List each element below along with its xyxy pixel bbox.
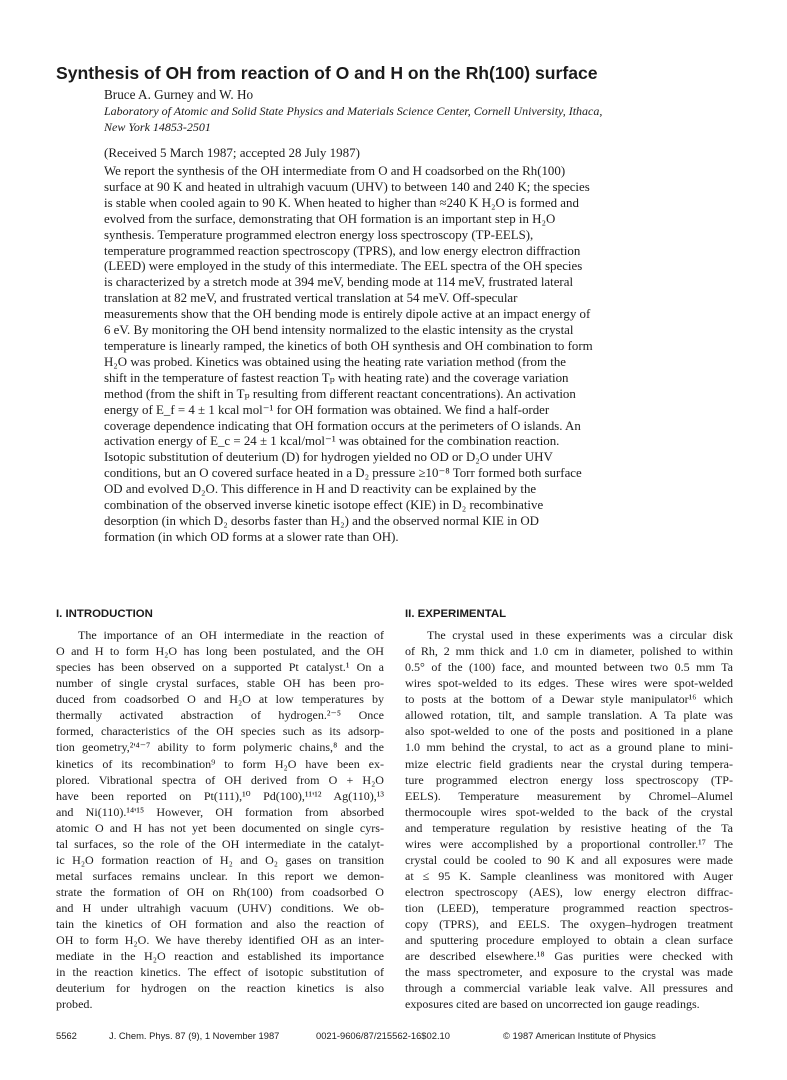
text-line: probed. [56, 997, 93, 1012]
affiliation-line: Laboratory of Atomic and Solid State Physics and Materials Science Center, Cornell University, Ithaca, [104, 104, 603, 118]
text-line: coverage dependence indicating that OH formation occurs at the perimeters of O islands. An [104, 418, 581, 433]
text-line: species has been observed on a supported Pt catalyst.¹ On a [56, 660, 384, 675]
journal-citation: J. Chem. Phys. 87 (9), 1 November 1987 [109, 1030, 280, 1041]
text-line: and Ni(110).¹⁴'¹⁵ However, OH formation from absorbed [56, 804, 384, 819]
text-line: deuterium for hydrogen on the reaction kinetics is also [56, 981, 384, 996]
text-line: OH to form H₂O. We have thereby identified OH as an inter- [56, 933, 384, 948]
text-line: thermocouple wires spot-welded to the back of the crystal [405, 804, 733, 819]
text-line: thermally activated abstraction of hydrogen.²⁻⁵ Once [56, 708, 384, 723]
text-line: have been reported on Pt(111),¹⁰ Pd(100),¹¹'¹² Ag(110),¹³ [56, 788, 384, 803]
experimental-body [405, 627, 733, 1013]
article-code: 0021-9606/87/215562-16$02.10 [316, 1030, 450, 1041]
text-line: translation at 82 meV, and frustrated vertical translation at 54 meV. Off-specular [104, 291, 518, 306]
text-line: tion geometry,²'⁴⁻⁷ ability to form polymeric chains,⁸ and the [56, 740, 384, 755]
text-line: measurements show that the OH bending mode is entirely dipole active at an impact energy of [104, 307, 591, 322]
text-line: is stable when cooled again to 90 K. When heated to higher than ≈240 K H₂O is formed and [104, 195, 579, 210]
section-heading-experimental: II. EXPERIMENTAL [405, 608, 507, 620]
text-line: copy (TPRS), and EELS. The oxygen–hydrogen treatment [405, 917, 733, 932]
text-line: desorption (in which D₂ desorbs faster than H₂) and the observed normal KIE in OD [104, 513, 539, 528]
text-line: strate the formation of OH on Rh(100) from coadsorbed O [56, 885, 384, 899]
text-line: atomic O and H has not yet been documented on single cyrs- [56, 820, 384, 835]
text-line: tain the kinetics of OH formation and also the reaction of [56, 917, 384, 932]
text-line: EELS). Temperature measurement by Chromel–Alumel [405, 788, 733, 803]
text-line: exposures cited are based on uncorrected ion gauge readings. [405, 997, 700, 1012]
text-line: ture programmed electron energy loss spectroscopy (TP- [405, 772, 733, 787]
text-line: method (from the shift in Tₚ resulting from different reactant concentrations). An activation [104, 386, 576, 401]
text-line: 6 eV. By monitoring the OH bend intensity normalized to the elastic intensity as the crystal [104, 323, 574, 338]
text-line: to posts at the bottom of a Dewar style manipulator¹⁶ which [405, 692, 733, 707]
text-line: crystal could be cooled to 90 K and all exposures were made [405, 852, 733, 867]
text-line: Isotopic substitution of deuterium (D) for hydrogen yielded no OD or D₂O under UHV [104, 450, 553, 465]
text-line: electron spectroscopy (AES), low energy electron diffrac- [405, 885, 733, 899]
text-line: through a commercial variable leak valve. All pressures and [405, 981, 733, 996]
text-line: and temperature regulation by resistive heating of the Ta [405, 820, 733, 835]
text-line: synthesis. Temperature programmed electron energy loss spectroscopy (TP-EELS), [104, 227, 534, 242]
text-line: wires spot-welded to its edges. These wires were spot-welded [405, 676, 733, 691]
text-line: tion (LEED), temperature programmed reaction spectros- [405, 901, 733, 916]
text-line: mediate in the H₂O reaction and established its importance [56, 949, 384, 964]
introduction-body [56, 627, 384, 1013]
text-line: and H under ultrahigh vacuum (UHV) conditions. We ob- [56, 901, 384, 916]
text-line: combination of the observed inverse kinetic isotope effect (KIE) in D₂ recombinative [104, 498, 544, 513]
section-heading-introduction: I. INTRODUCTION [56, 608, 153, 620]
text-line: surface at 90 K and heated in ultrahigh vacuum (UHV) to between 140 and 240 K; the species [104, 179, 590, 194]
text-line: 1.0 mm behind the crystal, to act as a ground plane to mini- [405, 740, 733, 755]
text-line: temperature is linearly ramped, the kinetics of both OH synthesis and OH combination to form [104, 338, 593, 353]
text-line: in the reaction kinetics. The effect of isotopic substitution of [56, 965, 384, 980]
text-line: (LEED) were employed in the study of this intermediate. The EEL spectra of the OH species [104, 259, 583, 274]
text-line: energy of E_f = 4 ± 1 kcal mol⁻¹ for OH formation was obtained. We find a half-order [104, 402, 550, 417]
text-line: The crystal used in these experiments was a circular disk [427, 628, 733, 642]
text-line: are described elsewhere.¹⁸ Gas purities were checked with [405, 949, 733, 964]
text-line: H₂O was probed. Kinetics was obtained using the heating rate variation method (from the [104, 354, 566, 369]
text-line: wires were accomplished by a proportional controller.¹⁷ The [405, 836, 733, 851]
text-line: OD and evolved D₂O. This difference in H and D reactivity can be explained by the [104, 482, 537, 497]
text-line: formation (in which OD forms at a slower rate than OH). [104, 529, 399, 544]
paper-title: Synthesis of OH from reaction of O and H on the Rh(100) surface [56, 63, 598, 83]
text-line: number of single crystal surfaces, stable OH has been pro- [56, 676, 384, 691]
text-line: kinetics of its recombination⁹ to form H₂O have been ex- [56, 756, 384, 771]
text-line: metal surfaces remains unclear. In this report we demon- [56, 868, 384, 883]
affiliation [104, 104, 664, 135]
author-list: Bruce A. Gurney and W. Ho [104, 87, 254, 102]
text-line: also spot-welded to one of the posts and positioned in a plane [405, 724, 733, 739]
text-line: mize electric field gradients near the crystal during tempera- [405, 756, 733, 771]
text-line: plored. Vibrational spectra of OH derived from O + H₂O [56, 772, 384, 787]
affiliation-line: New York 14853-2501 [104, 119, 211, 134]
text-line: tal surfaces, so the role of the OH intermediate in the catalyt- [56, 836, 384, 851]
text-line: We report the synthesis of the OH intermediate from O and H coadsorbed on the Rh(100) [104, 164, 566, 178]
text-line: temperature programmed reaction spectroscopy (TPRS), and low energy electron diffraction [104, 243, 581, 258]
text-line: the mass spectrometer, and exposure to the crystal was made [405, 965, 733, 980]
text-line: and sputtering procedure employed to obtain a clean surface [405, 933, 733, 948]
text-line: conditions, but an O covered surface heated in a D₂ pressure ≥10⁻⁸ Torr formed both surface [104, 466, 582, 481]
text-line: activation energy of E_c = 24 ± 1 kcal/mol⁻¹ was obtained for the combination reaction. [104, 434, 560, 449]
text-line: shift in the temperature of fastest reaction Tₚ with heating rate) and the coverage variation [104, 370, 569, 385]
text-line: duced from coadsorbed O and H₂O at low temperatures by [56, 692, 384, 707]
text-line: evolved from the surface, demonstrating that OH formation is an important step in H₂O [104, 211, 556, 226]
text-line: The importance of an OH intermediate in the reaction of [78, 628, 384, 642]
text-line: O and H to form H₂O has long been postulated, and the OH [56, 644, 384, 659]
copyright-notice: © 1987 American Institute of Physics [503, 1030, 656, 1041]
abstract [104, 164, 632, 546]
text-line: at ≤ 95 K. Sample cleanliness was monitored with Auger [405, 868, 733, 883]
text-line: of Rh, 2 mm thick and 1.0 cm in diameter, polished to within [405, 644, 733, 659]
page-number: 5562 [56, 1030, 77, 1041]
text-line: ic H₂O formation reaction of H₂ and O₂ gases on transition [56, 852, 384, 867]
text-line: 0.5° of the (100) face, and mounted between two 0.5 mm Ta [405, 660, 733, 675]
text-line: is characterized by a stretch mode at 394 meV, bending mode at 114 meV, frustrated lateral [104, 275, 574, 290]
received-dates: (Received 5 March 1987; accepted 28 July 1987) [104, 145, 360, 160]
text-line: formed, characteristics of the OH species such as its adsorp- [56, 724, 384, 739]
text-line: allowed rotation, tilt, and sample translation. A Ta plate was [405, 708, 733, 723]
